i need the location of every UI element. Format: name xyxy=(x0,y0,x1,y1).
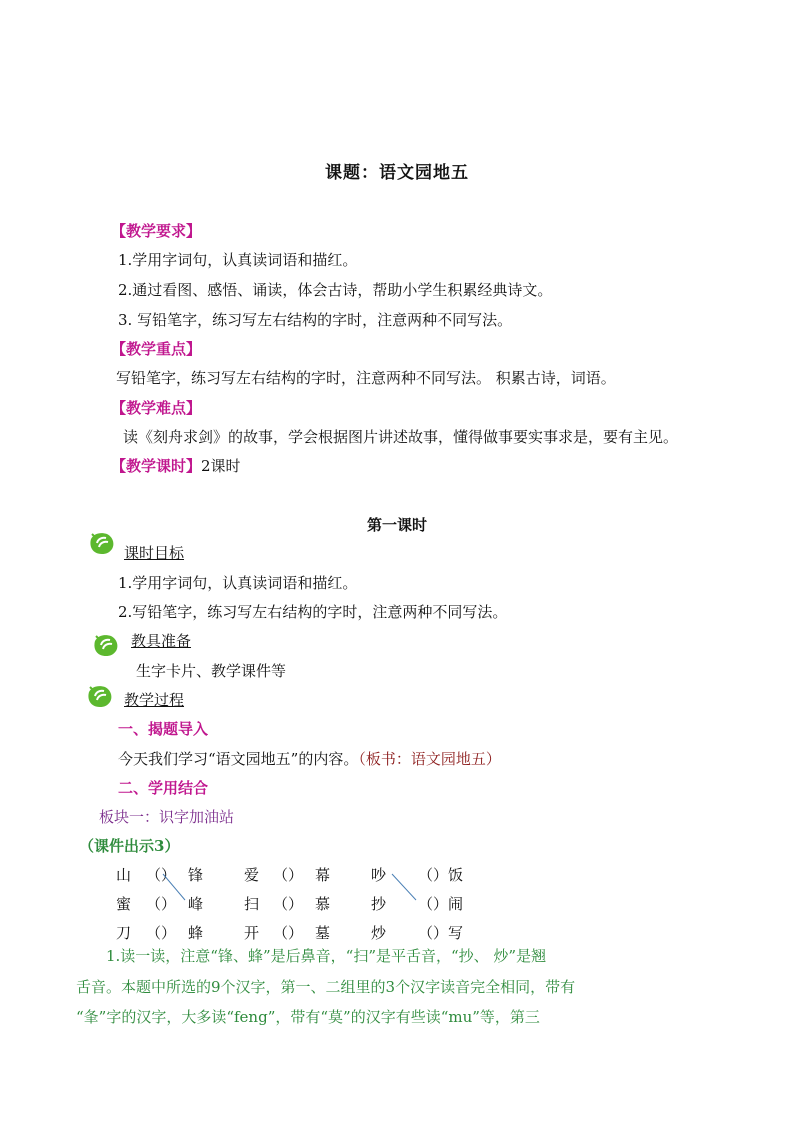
grid-cell: 抄 xyxy=(371,895,387,913)
grid-cell: （） xyxy=(273,866,304,884)
requirements-heading: 【教学要求】 xyxy=(111,222,202,240)
courseware-label: （课件出示3） xyxy=(79,837,180,855)
grid-cell: （） xyxy=(273,924,304,942)
grid-cell: 扫 xyxy=(244,895,260,913)
explain-line: 1.读一读，注意“锋、蜂”是后鼻音，“扫”是平舌音，“抄、 炒”是翘 xyxy=(106,947,547,965)
connector-line xyxy=(392,874,416,900)
materials-text: 生字卡片、教学课件等 xyxy=(136,662,287,680)
goal-item: 1.学用字词句，认真读词语和描红。 xyxy=(118,574,358,592)
grid-cell: （） xyxy=(273,895,304,913)
grid-cell: （）闹 xyxy=(418,895,464,913)
grid-cell: 蜂 xyxy=(188,924,204,942)
grid-cell: 爱 xyxy=(244,866,260,884)
process-heading: 教学过程 xyxy=(124,691,185,709)
part2-title: 二、学用结合 xyxy=(118,779,209,797)
part1-text: 今天我们学习“语文园地五”的内容。 xyxy=(118,750,359,768)
part1-note: （板书：语文园地五） xyxy=(358,750,501,768)
grid-cell: （） xyxy=(146,866,177,884)
materials-heading: 教具准备 xyxy=(131,632,192,650)
grid-cell: 刀 xyxy=(116,924,132,942)
key-points-heading: 【教学重点】 xyxy=(111,340,202,358)
grid-cell: 锋 xyxy=(188,866,204,884)
goal-item: 2.写铅笔字，练习写左右结构的字时，注意两种不同写法。 xyxy=(118,603,508,621)
grid-cell: 慕 xyxy=(315,895,331,913)
explain-line: “夆”字的汉字，大多读“feng”，带有“莫”的汉字有些读“mu”等，第三 xyxy=(76,1008,540,1026)
hours-heading: 【教学课时】 xyxy=(111,457,202,475)
requirement-item: 2.通过看图、感悟、诵读，体会古诗，帮助小学生积累经典诗文。 xyxy=(118,281,553,299)
difficulties-text: 读《刻舟求剑》的故事，学会根据图片讲述故事，懂得做事要实事求是，要有主见。 xyxy=(123,428,679,446)
grid-cell: 开 xyxy=(244,924,260,942)
grid-cell: 炒 xyxy=(371,924,387,942)
grid-cell: 墓 xyxy=(315,924,331,942)
grid-cell: 山 xyxy=(116,866,132,884)
key-points-text: 写铅笔字，练习写左右结构的字时，注意两种不同写法。 积累古诗，词语。 xyxy=(116,369,616,387)
grid-cell: （）饭 xyxy=(418,866,464,884)
requirement-item: 1.学用字词句，认真读词语和描红。 xyxy=(118,251,358,269)
grid-cell: 蜜 xyxy=(116,895,132,913)
grid-cell: 峰 xyxy=(188,895,204,913)
grid-cell: 幕 xyxy=(315,866,331,884)
goals-heading: 课时目标 xyxy=(124,544,185,562)
block1-title: 板块一：识字加油站 xyxy=(99,808,235,826)
grid-cell: 吵 xyxy=(371,866,387,884)
difficulties-heading: 【教学难点】 xyxy=(111,399,202,417)
grid-cell: （）写 xyxy=(418,924,464,942)
requirement-item: 3. 写铅笔字，练习写左右结构的字时，注意两种不同写法。 xyxy=(118,311,513,329)
hours-value: 2课时 xyxy=(201,457,241,475)
explain-line: 舌音。本题中所选的9个汉字，第一、二组里的3个汉字读音完全相同，带有 xyxy=(76,978,576,996)
grid-cell: （） xyxy=(146,895,177,913)
grid-cell: （） xyxy=(146,924,177,942)
connector-line xyxy=(163,874,185,900)
lesson-title: 第一课时 xyxy=(366,516,427,534)
part1-title: 一、揭题导入 xyxy=(118,720,209,738)
page-title: 课题：语文园地五 xyxy=(325,163,469,183)
